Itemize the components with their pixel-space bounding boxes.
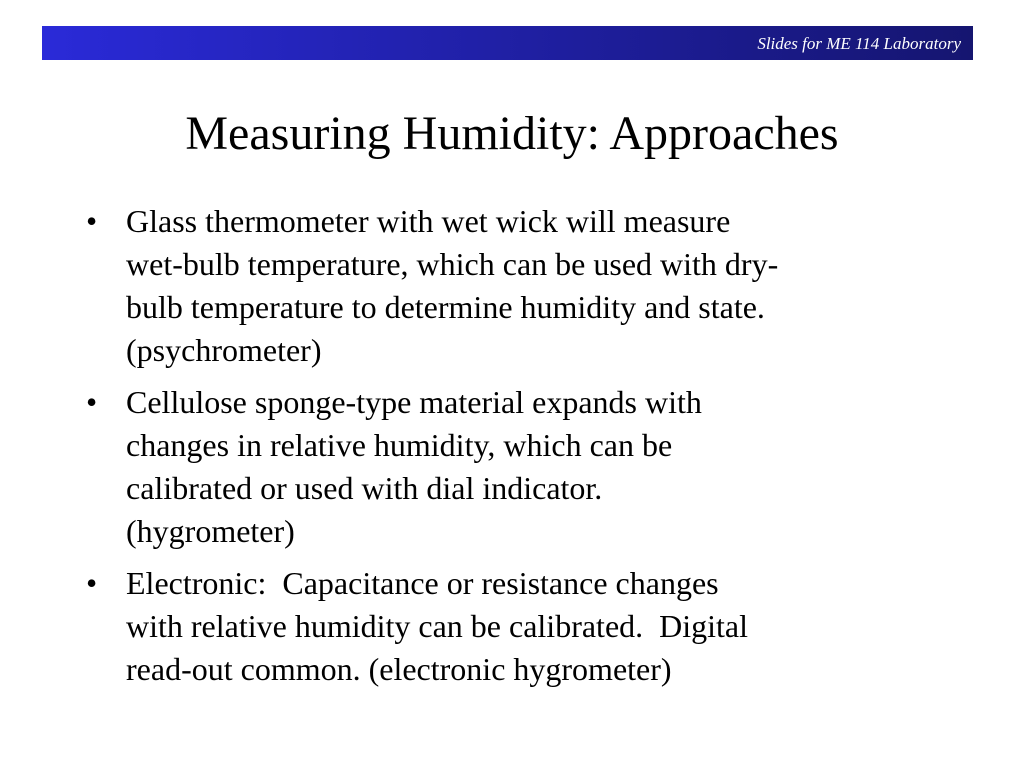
bullet-icon: • [86, 203, 98, 239]
bullet-line: calibrated or used with dial indicator. [126, 470, 603, 506]
bullet-line: read-out common. (electronic hygrometer) [126, 651, 672, 687]
slide-title: Measuring Humidity: Approaches [185, 107, 839, 160]
bullet-item-glass-thermometer [86, 200, 946, 372]
bullet-line: changes in relative humidity, which can be [126, 427, 673, 463]
bullet-line: Electronic: Capacitance or resistance changes [126, 565, 719, 601]
bullet-icon: • [86, 384, 98, 420]
bullet-line: wet-bulb temperature, which can be used with dry- [126, 246, 779, 282]
header-bar [42, 26, 973, 60]
bullet-line: Cellulose sponge-type material expands with [126, 384, 702, 420]
bullet-item-cellulose-sponge [86, 381, 946, 553]
bullet-line: bulb temperature to determine humidity and state. [126, 289, 765, 325]
header-text: Slides for ME 114 Laboratory [757, 34, 961, 53]
bullet-line: (hygrometer) [126, 513, 295, 549]
bullet-icon: • [86, 565, 98, 601]
bullet-list [86, 200, 946, 700]
bullet-line: Glass thermometer with wet wick will measure [126, 203, 731, 239]
bullet-line: (psychrometer) [126, 332, 322, 368]
bullet-item-electronic [86, 562, 946, 691]
bullet-line: with relative humidity can be calibrated. Digital [126, 608, 749, 644]
